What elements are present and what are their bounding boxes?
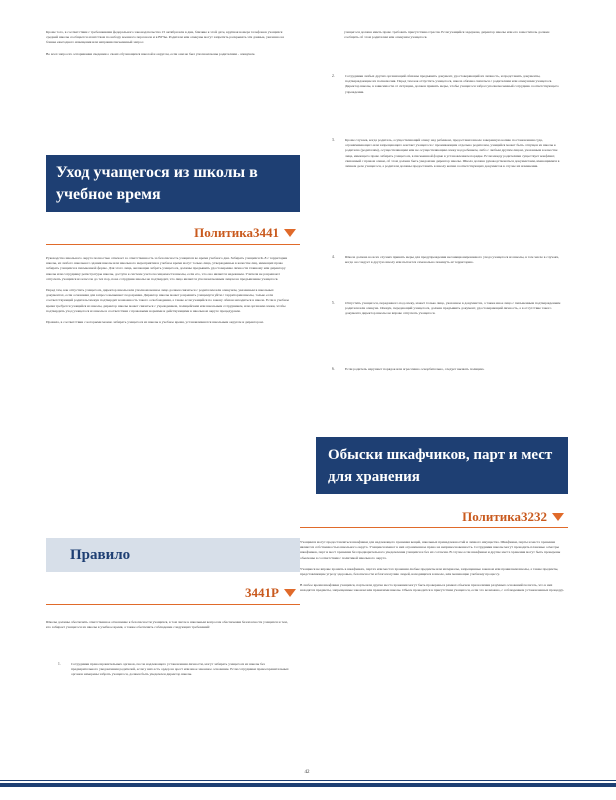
policy-number: Политика3441 — [194, 225, 279, 240]
continued-text — [344, 30, 562, 40]
locker-paragraph-1: Учащимся могут предоставляться шкафчики для надлежащего хранения вещей, школьных принадлежностей и личного имущества. Шкафчики, парты и места хранения являются собственностью школьного округа. Учащиеся имеют в них ограниченное право на неприкосновенность. Сотрудники школы могут проводить плановые осмотры шкафчиков, парт и мест хранения без предварительного уведомления учащихся и без их согласия. В случае если шкафчики и другие места хранения могут быть проверены обысканы в соответствии с политикой школьного округа. — [300, 540, 561, 560]
section-divider — [300, 527, 568, 528]
continued-paragraph: учащегося должна иметь право требовать присутствия отрасли. Если учащийся задержан, директор школы или его заместитель должен сообщить об этом родителям или опекунам учащегося. — [344, 30, 550, 40]
release-paragraph-3: Правила, в соответствии с которыми можно забирать учащегося из школы в учебное время, устанавливаются школьным округом и директором. — [46, 320, 264, 325]
list-item — [332, 255, 562, 265]
section-banner-locker-search — [316, 437, 568, 494]
list-item — [332, 74, 562, 95]
policy-label-3441 — [194, 224, 296, 242]
locker-policy-text — [300, 540, 568, 594]
triangle-down-icon — [284, 589, 296, 597]
list-item-text: Отпустить учащегося, переданного под опеку, может только лицо, указанное в документах, а также иное лицо с письменным подтверждением родителя или опекуна. Опекун, передающий учащегося, должен предъявить документ, удостоверяющий личность, а в отсутствие такого документа директор школы не вправе отпускать учащегося. — [345, 301, 561, 316]
section-title-line-1: Уход учащегося из школы в — [56, 164, 258, 181]
triangle-down-icon — [284, 229, 296, 237]
list-item-text: Если родитель нарушает порядок или агрессивно оскорбительно, следует вызвать полицию. — [345, 367, 485, 371]
footer-rule-thick — [0, 783, 616, 787]
release-paragraph-2: Перед тем, как отпустить учащегося, директор школы или уполномоченное лицо должен связаться с родителем или опекуном, указанным в школьных документах, если основания для запроса вызывают подозрения. Директор школы может разрешить учащемуся уйти с территории школы, только если соответствующий родитель/опекун подтвердит возможность такого освобождения, а также если учащийся по закону обязан находиться в школе. Если в учебное время требуется учащийся из школы, директор школы может связаться с учреждением, полицейским или школьным сотрудником, или органами опеки, чтобы подтвердить уход учащегося из школы в соответствии с правовыми нормами и действующими в школьном округе процедурами. — [46, 288, 290, 313]
list-item-text: Сотрудники правоохранительных органов, после надлежащего установления личности, могут забирать учащегося из школы без предварительного уведомления родителей, если у них есть ордер на арест или иное законное основание. Если сотрудники правоохранительных органов намерены забрать учащегося, должен быть уведомлен директор школы. — [71, 662, 289, 677]
list-item-number: 6. — [332, 367, 335, 371]
section-title-line-1: Обыски шкафчиков, парт и мест — [328, 447, 553, 463]
list-item-number: 4. — [332, 255, 335, 259]
intro-paragraph-2: Во всех запросах оспаривания сведения о своих обучающихся школой и округом, если они не был уполномочены родителями - опекуном. — [46, 51, 256, 56]
locker-paragraph-2: Учащиеся не вправе хранить в шкафчиках, партах или местах хранения любые предметы или материалы, запрещенные законом или правилами школы, а также предметы, представляющие угрозу здоровью, безопасности и благополучию людей, находящихся в школе, или мешающие учебному процессу. — [300, 566, 559, 577]
section-divider — [46, 604, 300, 605]
section-title-line-2: учебное время — [56, 186, 161, 203]
list-item-text: Кроме случаев, когда родитель, осуществляющий опеку над ребенком, предоставил школе заверенную копию постановления суда, ограничивающего или запрещающего контакт учащегося с проживающим отдельно родителем, учащийся может быть отпущен из школы к родителю (родителям), осуществляющим или не осуществляющим опеку над ребенком, либо с любым другим лицом, указанным в качестве лица, имеющего право забирать учащегося, в письменной форме в установленном порядке. Если между родителями существует конфликт, связанный с правом опеки, об этом должен быть уведомлен директор школы. Школа должна руководствоваться документами, имеющимися в личном деле учащегося, а родители должны предоставить в школу копии соответствующих документов в случае их изменения. — [345, 138, 560, 169]
list-item: 1. Сотрудники правоохранительных органов, после надлежащего установления личности, могут забирать учащегося из школы без предварительного уведомления родителей, если у них есть ордер на арест или иное законное основание. Если сотрудники правоохранительных органов намерены забрать учащегося, должен быть уведомлен директор школы. — [58, 662, 291, 678]
triangle-down-icon — [552, 513, 564, 521]
list-item — [332, 301, 562, 317]
release-policy-text — [46, 256, 291, 325]
locker-paragraph-3: В любое время шкафчики учащихся, парты или другие места хранения могут быть проверены в рамках обысков при наличии разумных оснований полагать, что в них находятся предметы, запрещенные законом или правилами школы. Обыск проводится в присутствии учащегося, если это возможно, с соблюдением установленных процедур. — [300, 583, 565, 593]
page-number: 42 — [304, 770, 310, 775]
list-item-text: Школа должна во всех случаях принять меры для предупреждения несанкционированного ухода учащегося из школы, в том числе в случаях, когда он следует в другую школу или пытается самовольно покинуть её территорию. — [345, 255, 560, 265]
rule-title: Правило — [70, 547, 131, 563]
list-item-text: Сотрудники любых других организаций обязаны предъявить документ, удостоверяющий их личность, и представить документы, подтверждающие их полномочия. Перед тем как отпустить учащегося, школа обязана связаться с родителями или опекунами учащегося. Директор школы, в зависимости от ситуации, должен принять меры, чтобы учащегося забрал уполномоченный сотрудник соответствующего учреждения. — [345, 74, 559, 94]
rule-number: 3441Р — [245, 585, 279, 600]
rule-text — [46, 620, 291, 630]
intro-paragraph-1: Кроме того, в соответствии с требованиями федерального законодательства 13 октября или в дни, близкие к этой дате, крупная номера телефонов учащихся средней школы сообщается агентствам по набору военного персонала и в ВУЗы. Родители или опекуны могут запретить раскрывать эти данные, указанно на бланке ежегодного извещения или направив письменный запрос. — [46, 30, 285, 45]
list-item-number: 2. — [332, 74, 335, 78]
section-banner-student-release — [46, 155, 300, 212]
policy-label-3232 — [440, 508, 564, 526]
section-divider — [46, 244, 300, 245]
footer-rule-thin — [0, 780, 616, 781]
section-title-line-2: для хранения — [328, 469, 420, 485]
list-item-number: 3. — [332, 138, 335, 142]
intro-block — [46, 30, 291, 57]
policy-number: Политика3232 — [462, 509, 547, 524]
release-paragraph-1: Руководство школьного округа полностью отвечает за ответственность за безопасность учащихся во время учебного дня. Забирать учащихся К–8 с территории школы, из любого школьного здания школы или школьного мероприятия в учебное время могут только лица, утвержденные в качестве лиц, имеющих право забирать учащихся в письменной форме. Для этого лица, желающие забрать учащегося, должны предъявить удостоверение личности главному или директору школы или сотруднику регистратуры школы, доступа к системе учета посещаемости школы, если его, что оно является надежным. Учителя не разрешают отпускать учащихся из классов до тех пор, пока сотрудник школы не подтвердит, что лицо является уполномоченным лицом на предъявление учащегося. — [46, 256, 288, 281]
section-banner-rule — [46, 538, 300, 572]
list-item — [332, 367, 562, 372]
list-item-number: 5. — [332, 301, 335, 305]
rule-paragraph-1: Школы должны обеспечить ответственное отношение к безопасности учащихся, в том числе к школьным вопросам обеспечения безопасности учащихся и тем, кто забирает учащегося из школы в учебное время, а также обеспечить соблюдение следующих требований: — [46, 620, 288, 630]
policy-label-3441p — [200, 584, 296, 602]
list-item — [332, 138, 562, 169]
